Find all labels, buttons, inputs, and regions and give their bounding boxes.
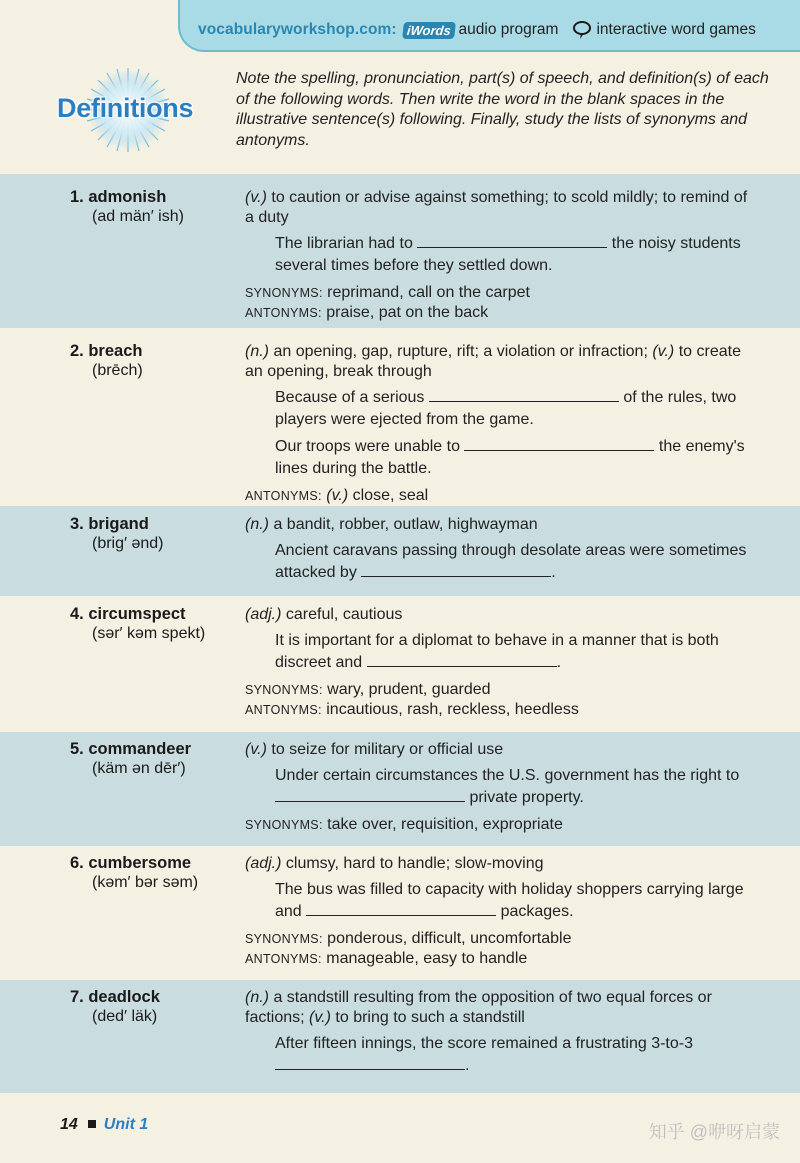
synonyms-line: SYNONYMS: take over, requisition, expropriate [245, 816, 563, 833]
entry-definition: (adj.) clumsy, hard to handle; slow-moving [245, 855, 544, 872]
unit-label: Unit 1 [103, 1116, 149, 1133]
entry-word: 3. brigand [70, 515, 149, 533]
entry-word: 4. circumspect [70, 605, 186, 623]
entry-pronunciation: (ded′ läk) [92, 1008, 158, 1025]
answer-blank[interactable] [361, 563, 551, 577]
entry-brigand [0, 506, 800, 596]
antonyms-line: ANTONYMS: incautious, rash, reckless, heedless [245, 701, 579, 718]
page-footer [60, 1116, 148, 1134]
answer-blank[interactable] [367, 653, 557, 667]
entry-word: 7. deadlock [70, 988, 160, 1006]
example-sentence: After fifteen innings, the score remained a frustrating 3-to-3 . [275, 1035, 693, 1074]
definitions-title: Definitions [57, 93, 194, 123]
entry-admonish [0, 174, 800, 328]
instructions: Note the spelling, pronunciation, part(s) of speech, and definition(s) of each of the following words. Then write the word in the blank spaces in the illustrative sentence(s) following. Finally, study the lists of synonyms and antonyms. [236, 70, 769, 149]
entry-word: 2. breach [70, 342, 143, 360]
antonyms-line: ANTONYMS: praise, pat on the back [245, 304, 489, 321]
entry-definition: (adj.) careful, cautious [245, 606, 403, 623]
entry-definition: (v.) to seize for military or official use [245, 741, 504, 758]
page-number: 14 [60, 1116, 78, 1133]
entry-deadlock [0, 980, 800, 1093]
watermark: 知乎 @咿呀启蒙 [648, 1122, 780, 1142]
answer-blank[interactable] [417, 234, 607, 248]
entry-circumspect [0, 596, 800, 732]
example-sentence: The librarian had to the noisy students several times before they settled down. [275, 235, 741, 274]
example-sentence: It is important for a diplomat to behave in a manner that is both discreet and . [275, 632, 719, 671]
antonyms-line: ANTONYMS: (v.) close, seal [245, 487, 429, 504]
site-link[interactable]: vocabularyworkshop.com: [198, 21, 397, 38]
example-sentence: Our troops were unable to the enemy's lines during the battle. [275, 438, 745, 477]
entry-word: 6. cumbersome [70, 854, 192, 872]
entry-pronunciation: (brēch) [92, 362, 143, 379]
example-sentence: The bus was filled to capacity with holiday shoppers carrying large and packages. [275, 881, 744, 920]
audio-program-label: audio program [458, 21, 559, 38]
entry-definition: (n.) a standstill resulting from the opposition of two equal forces or factions; (v.) to bring to such a standstill [245, 989, 712, 1026]
example-sentence: Ancient caravans passing through desolate areas were sometimes attacked by . [275, 542, 747, 581]
speech-bubble-icon [572, 20, 592, 40]
synonyms-line: SYNONYMS: ponderous, difficult, uncomfortable [245, 930, 572, 947]
answer-blank[interactable] [306, 902, 496, 916]
entry-cumbersome [0, 846, 800, 980]
answer-blank[interactable] [275, 788, 465, 802]
bullet-square-icon [88, 1120, 96, 1128]
example-sentence: Because of a serious of the rules, two players were ejected from the game. [275, 389, 737, 428]
header-banner [178, 0, 800, 52]
entry-commandeer [0, 732, 800, 846]
games-label: interactive word games [596, 21, 756, 38]
entry-definition: (n.) a bandit, robber, outlaw, highwayman [245, 516, 538, 533]
entry-pronunciation: (brig′ ənd) [92, 535, 164, 552]
answer-blank[interactable] [464, 437, 654, 451]
entry-word: 1. admonish [70, 188, 167, 206]
entry-pronunciation: (käm ən dēr′) [92, 760, 186, 777]
iwords-logo: iWords [402, 22, 456, 39]
synonyms-line: SYNONYMS: wary, prudent, guarded [245, 681, 491, 698]
definitions-logo [48, 66, 218, 156]
answer-blank[interactable] [429, 388, 619, 402]
answer-blank[interactable] [275, 1056, 465, 1070]
entry-breach [0, 328, 800, 506]
entry-pronunciation: (kəm′ bər səm) [92, 874, 199, 891]
entry-pronunciation: (sər′ kəm spekt) [92, 625, 206, 642]
example-sentence: Under certain circumstances the U.S. government has the right to private property. [275, 767, 740, 806]
entry-definition: (n.) an opening, gap, rupture, rift; a violation or infraction; (v.) to create an opening, break through [245, 343, 741, 380]
antonyms-line: ANTONYMS: manageable, easy to handle [245, 950, 528, 967]
entry-pronunciation: (ad män′ ish) [92, 208, 184, 225]
entry-word: 5. commandeer [70, 740, 192, 758]
entry-definition: (v.) to caution or advise against something; to scold mildly; to remind of a duty [245, 189, 748, 226]
synonyms-line: SYNONYMS: reprimand, call on the carpet [245, 284, 530, 301]
